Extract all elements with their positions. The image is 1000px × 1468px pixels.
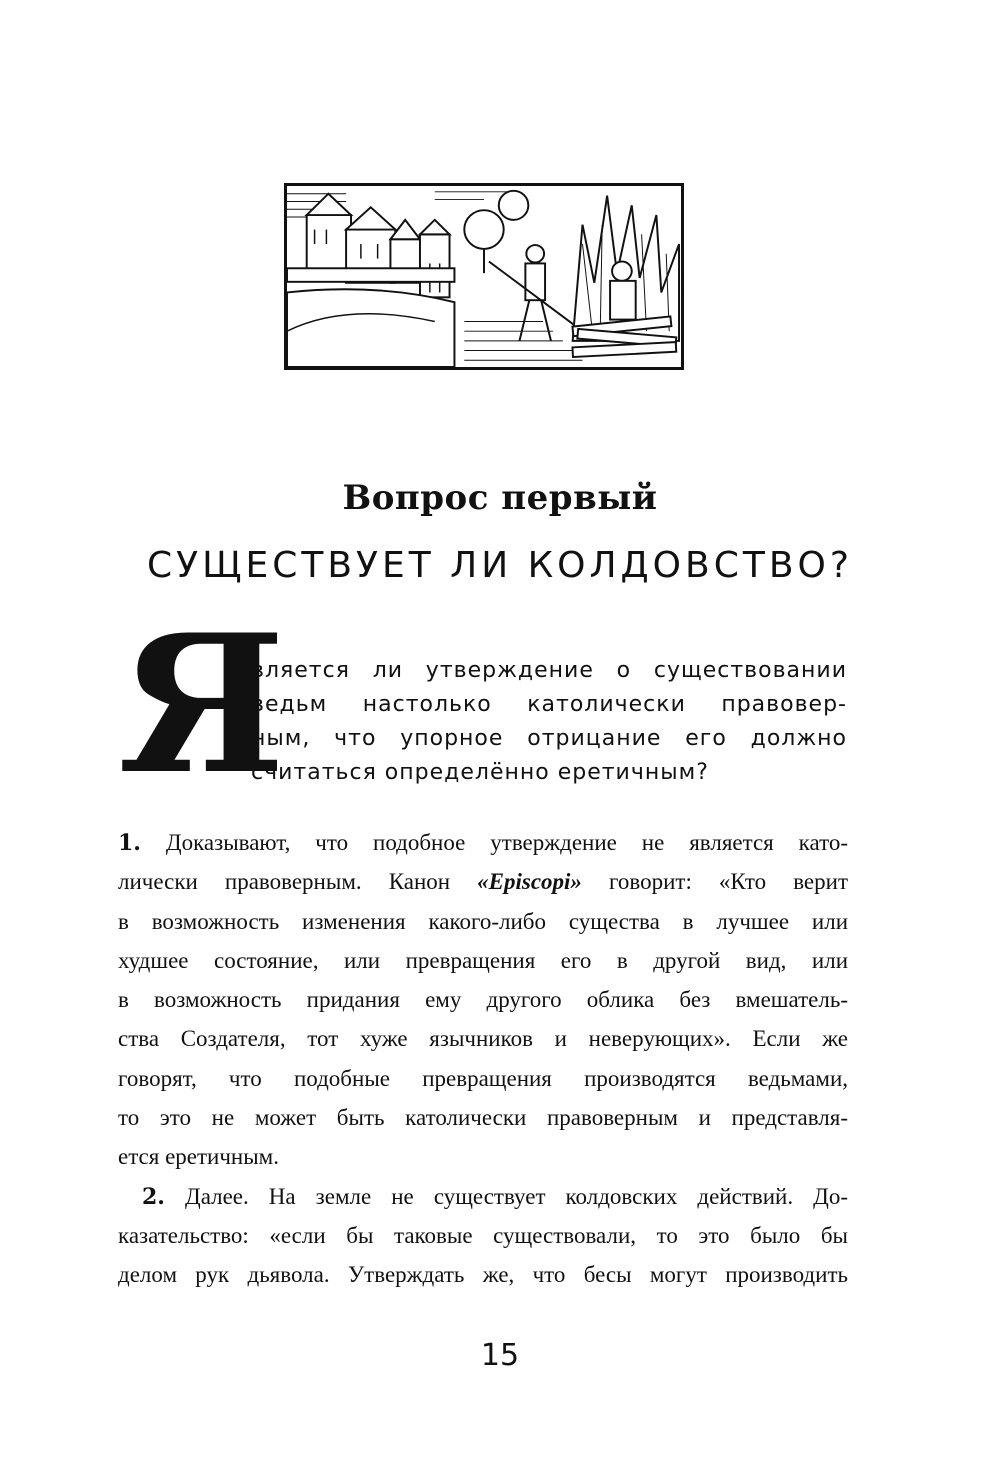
paragraph-text: Далее. На земле не существует колдовских действий. До-: [185, 1183, 848, 1209]
lead-line: ным, что упорное отрицание его должно: [251, 726, 847, 751]
paragraph-1-line: в возможность изменения какого-либо существа в лучшее или: [118, 908, 848, 934]
paragraph-2-line: казательство: «если бы таковые существовали, то это было бы: [118, 1222, 848, 1248]
paragraph-1-line: ется еретичным.: [118, 1144, 279, 1170]
paragraph-text: говорит: «Кто верит: [581, 869, 848, 895]
paragraph-1-line: [118, 862, 848, 901]
lead-line: считаться определённо еретичным?: [251, 760, 709, 785]
paragraph-1-line: в возможность придания ему другого облика без вмешатель-: [118, 987, 848, 1013]
paragraph-2-line: делом рук дьявола. Утверждать же, что бесы могут производить: [118, 1262, 848, 1288]
lead-paragraph: [251, 654, 847, 790]
paragraph-2-line: [118, 1177, 848, 1216]
woodcut-illustration-icon: [287, 186, 681, 367]
chapter-heading: Вопрос первый: [342, 478, 658, 518]
paragraph-1-line: говорят, что подобные превращения производятся ведьмами,: [118, 1065, 848, 1091]
paragraph-text: Доказывают, что подобное утверждение не является като-: [165, 830, 849, 855]
canon-name: «Episcopi»: [477, 869, 582, 895]
paragraph-1-line: ства Создателя, тот хуже язычников и неверующих». Если же: [118, 1026, 848, 1052]
drop-cap: Я: [118, 593, 286, 816]
paragraph-1-line: то это не может быть католически правоверным и представля-: [118, 1105, 848, 1131]
body-text: [118, 823, 848, 1295]
paragraph-1-number: 1.: [118, 830, 141, 856]
chapter-title: СУЩЕСТВУЕТ ЛИ КОЛДОВСТВО?: [147, 545, 853, 586]
paragraph-text: лически правоверным. Канон: [118, 869, 478, 895]
paragraph-1-line: [118, 823, 848, 862]
woodcut-illustration: [284, 183, 684, 370]
page-number: 15: [480, 1338, 520, 1373]
lead-line: вляется ли утверждение о существовании: [251, 658, 847, 683]
paragraph-2-number: 2.: [142, 1183, 165, 1210]
lead-line: ведьм настолько католически правовер-: [251, 692, 847, 717]
paragraph-1-line: худшее состояние, или превращения его в другой вид, или: [118, 947, 848, 973]
